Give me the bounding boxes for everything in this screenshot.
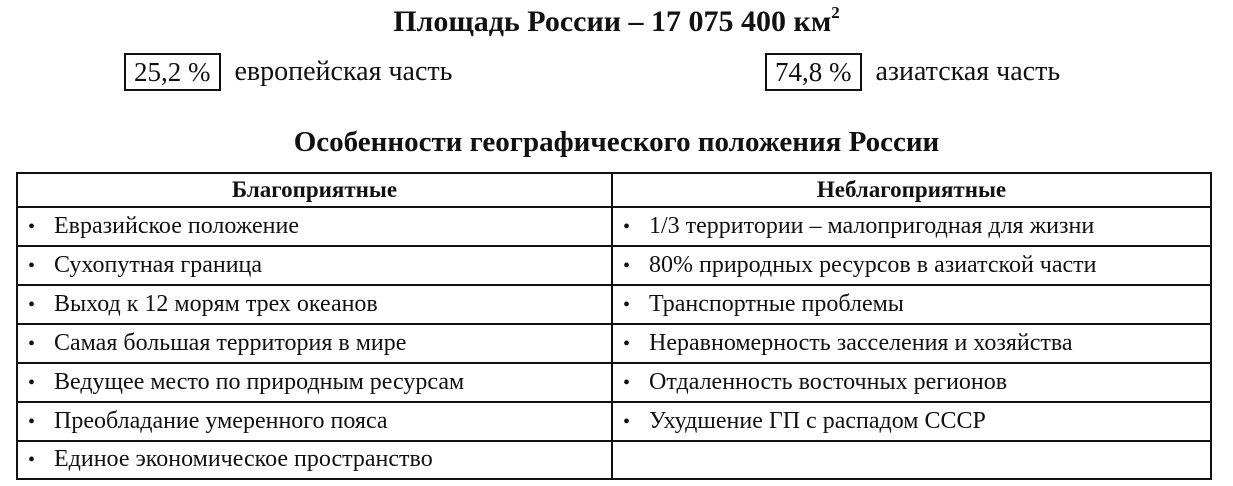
unfavorable-item: 1/3 территории – малопригодная для жизни [649, 212, 1095, 239]
title-text: Площадь России – 17 075 400 км [393, 5, 832, 38]
unfavorable-cell [612, 324, 1211, 363]
bullet-icon: • [28, 371, 36, 394]
bullet-icon: • [28, 410, 36, 433]
header-favorable: Благоприятные [17, 173, 612, 207]
favorable-cell [17, 363, 612, 402]
bullet-icon: • [623, 254, 631, 277]
unfavorable-item: Ухудшение ГП с распадом СССР [649, 407, 986, 434]
table-row [17, 324, 1211, 363]
header-unfavorable: Неблагоприятные [612, 173, 1211, 207]
favorable-cell [17, 246, 612, 285]
asian-percent-box: 74,8 % [765, 53, 862, 91]
table-body [17, 207, 1211, 479]
favorable-item: Сухопутная граница [54, 251, 263, 278]
unfavorable-item: 80% природных ресурсов в азиатской части [649, 251, 1097, 278]
favorable-cell [17, 207, 612, 246]
favorable-cell [17, 441, 612, 479]
bullet-icon: • [623, 215, 631, 238]
unfavorable-item: Неравномерность засселения и хозяйства [649, 329, 1073, 356]
bullet-icon: • [28, 293, 36, 316]
unfavorable-cell [612, 207, 1211, 246]
bullet-icon: • [623, 410, 631, 433]
bullet-icon: • [28, 254, 36, 277]
bullet-icon: • [28, 215, 36, 238]
favorable-item: Выход к 12 морям трех океанов [54, 290, 378, 317]
title-superscript: 2 [831, 3, 840, 22]
bullet-icon: • [623, 332, 631, 355]
asian-label: азиатская часть [875, 56, 1061, 87]
favorable-item: Самая большая территория в мире [54, 329, 407, 356]
table-row [17, 246, 1211, 285]
page-title [0, 4, 1233, 40]
favorable-cell [17, 324, 612, 363]
unfavorable-item: Отдаленность восточных регионов [649, 368, 1008, 395]
favorable-cell [17, 285, 612, 324]
asian-share [765, 52, 1060, 92]
favorable-item: Преобладание умеренного пояса [54, 407, 388, 434]
european-percent-box: 25,2 % [124, 53, 221, 91]
favorable-item: Ведущее место по природным ресурсам [54, 368, 465, 395]
unfavorable-cell [612, 285, 1211, 324]
unfavorable-cell [612, 246, 1211, 285]
table-header-row [17, 173, 1211, 207]
european-label: европейская часть [234, 56, 453, 87]
table-row [17, 402, 1211, 441]
unfavorable-cell [612, 402, 1211, 441]
bullet-icon: • [28, 449, 36, 471]
table-row [17, 441, 1211, 479]
section-subtitle: Особенности географического положения России [293, 126, 940, 158]
bullet-icon: • [623, 293, 631, 316]
table-row [17, 363, 1211, 402]
favorable-cell [17, 402, 612, 441]
unfavorable-cell [612, 441, 1211, 479]
favorable-item: Единое экономическое пространство [54, 446, 433, 472]
features-table [16, 172, 1212, 480]
favorable-item: Евразийское положение [54, 212, 300, 239]
bullet-icon: • [623, 371, 631, 394]
unfavorable-cell [612, 363, 1211, 402]
european-share [124, 52, 452, 92]
table-row [17, 285, 1211, 324]
table-row [17, 207, 1211, 246]
unfavorable-item: Транспортные проблемы [649, 290, 904, 317]
bullet-icon: • [28, 332, 36, 355]
